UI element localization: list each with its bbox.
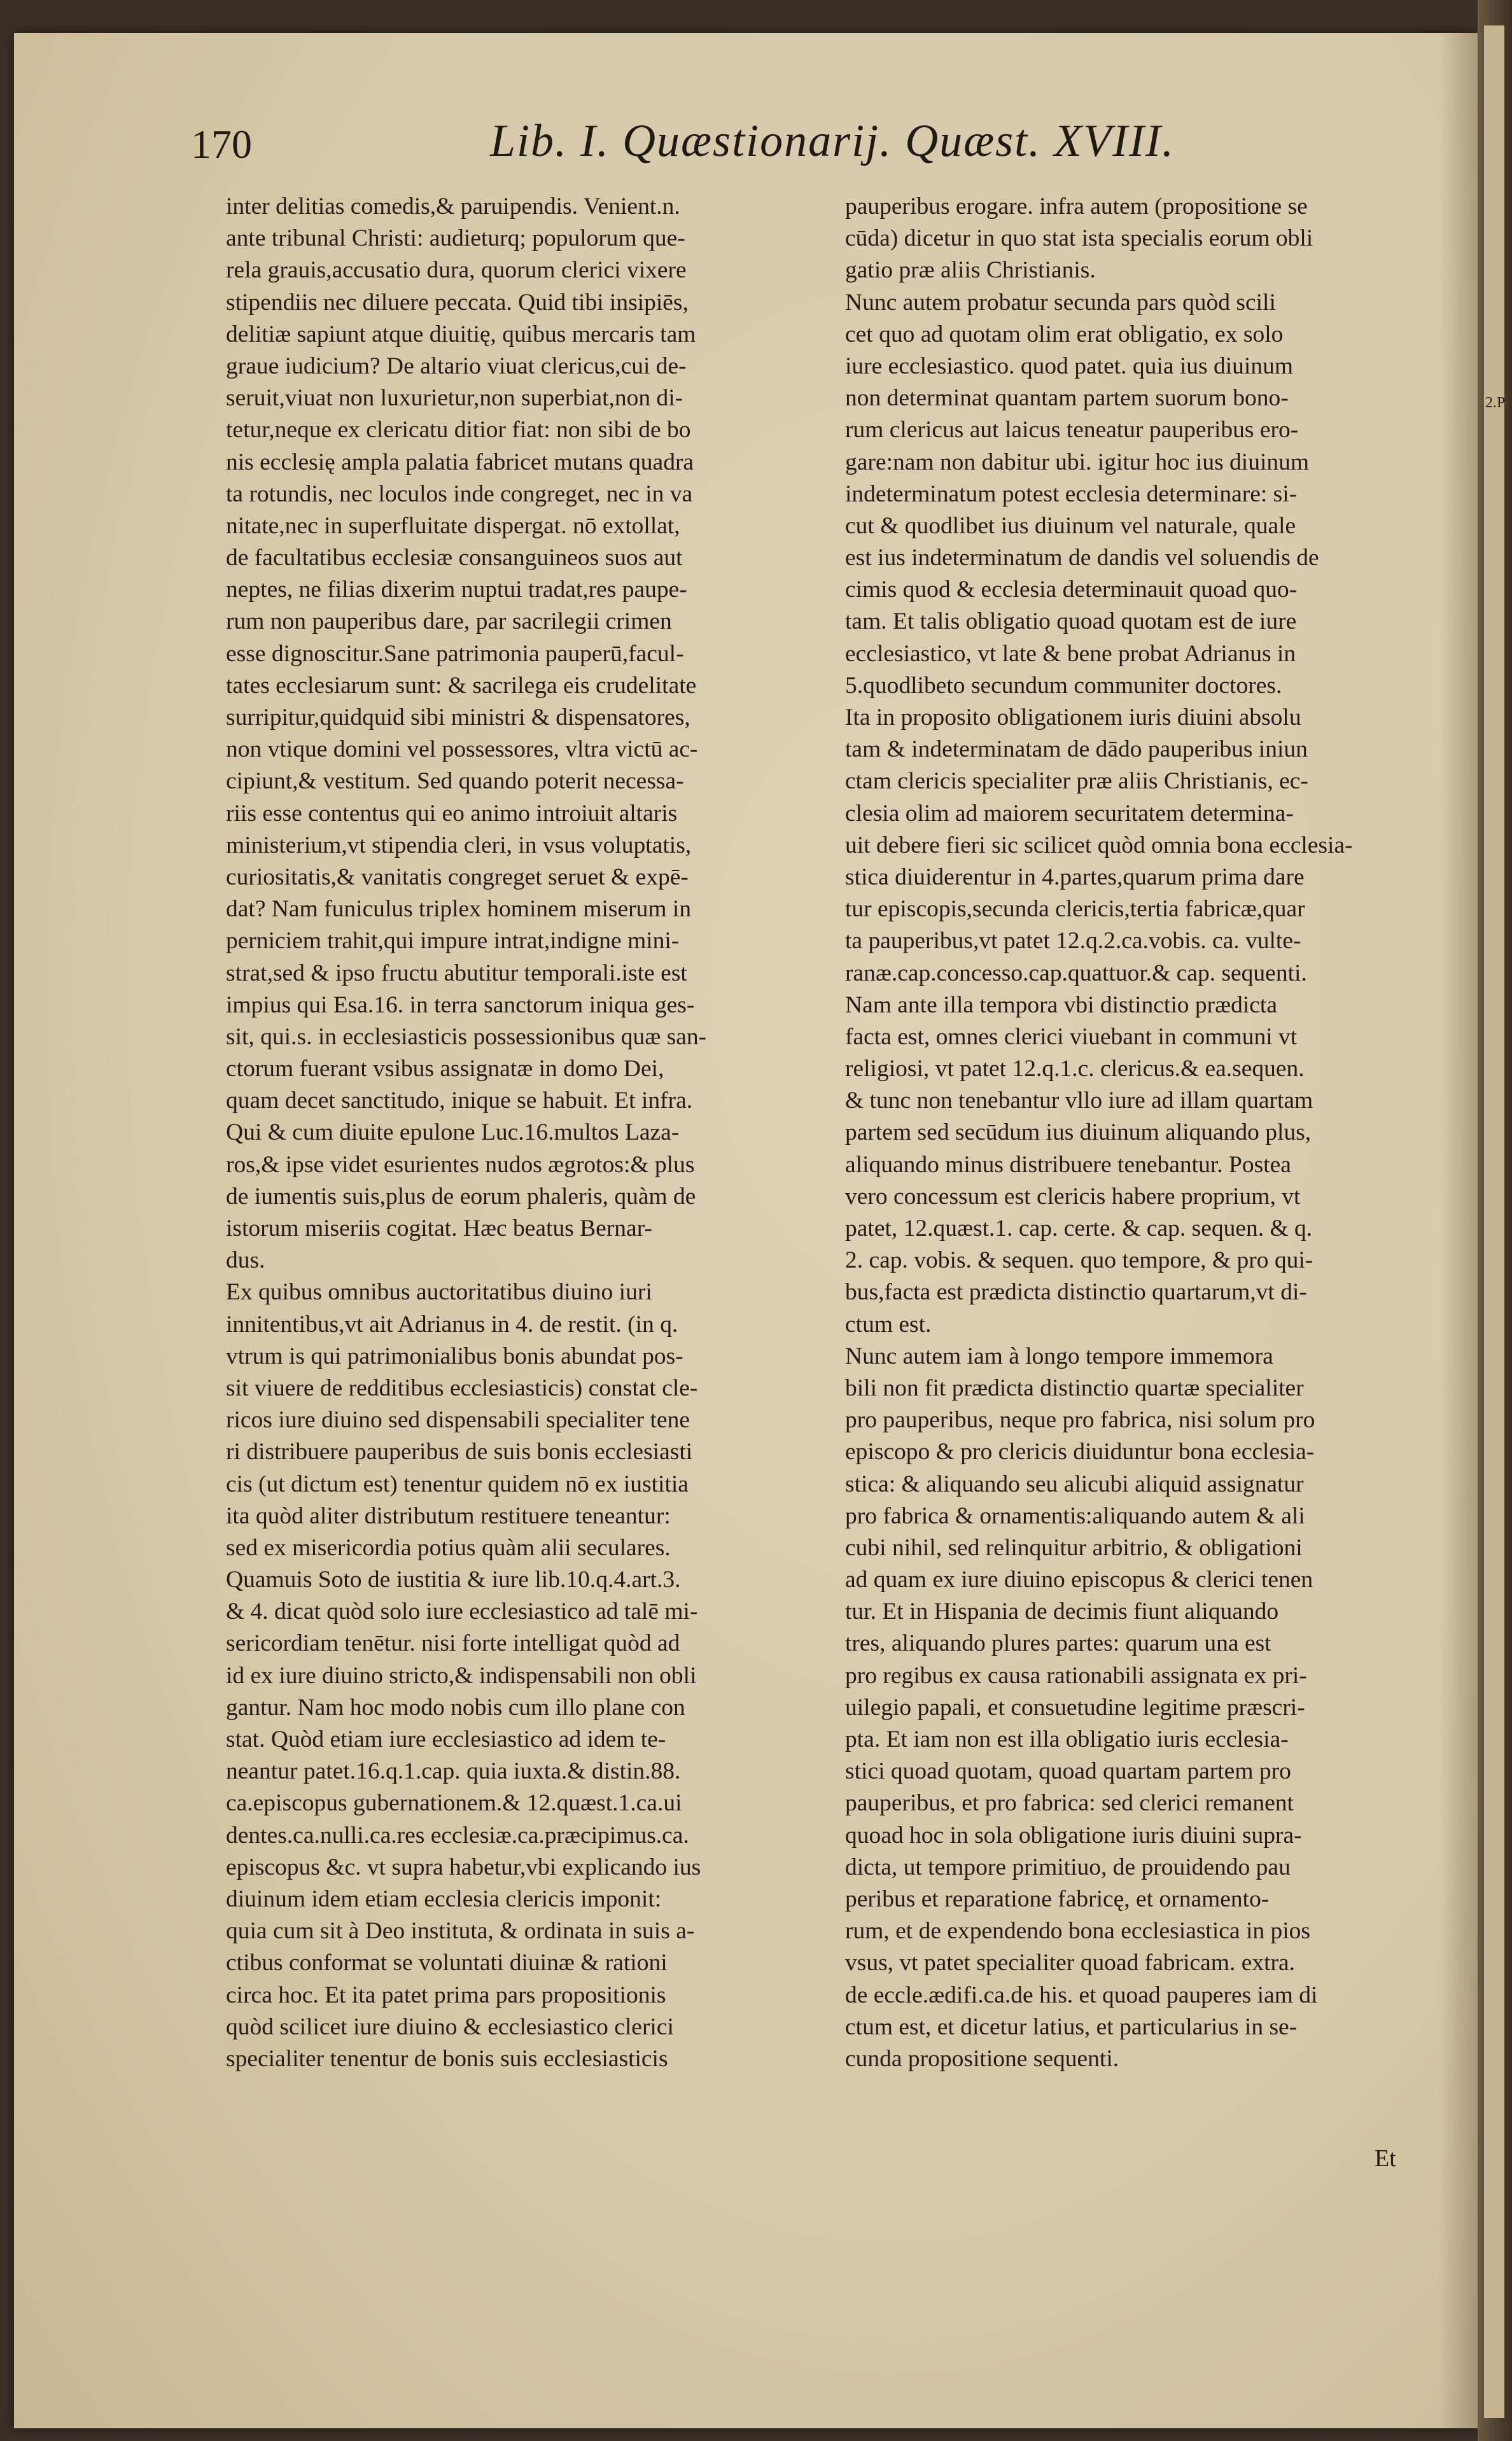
text-line: 2. cap. vobis. & sequen. quo tempore, & pro qui- [845, 1247, 1313, 1274]
running-title: Lib. I. Quæstionarij. Quæst. XVIII. [490, 115, 1175, 166]
text-line: rum, et de expendendo bona ecclesiastica in pios [845, 1918, 1310, 1945]
text-line: pauperibus, et pro fabrica: sed clerici remanent [845, 1790, 1294, 1817]
text-line: ranæ.cap.concesso.cap.quattuor.& cap. sequenti. [845, 960, 1307, 986]
page-number: 170 [191, 122, 252, 167]
text-line: neptes, ne filias dixerim nuptui tradat,res paupe- [226, 577, 687, 603]
text-line: quoad hoc in sola obligatione iuris diuini supra- [845, 1822, 1302, 1849]
text-line: sit, qui.s. in ecclesiasticis possessionibus quæ san- [226, 1023, 707, 1050]
text-line: Qui & cum diuite epulone Luc.16.multos Laza- [226, 1119, 680, 1146]
text-line: tam & indeterminatam de dādo pauperibus iniun [845, 736, 1308, 763]
text-line: ctum est, et dicetur latius, et particularius in se- [845, 2013, 1298, 2040]
text-line: rum clericus aut laicus teneatur pauperibus ero- [845, 417, 1299, 444]
text-line: aliquando minus distribuere tenebantur. Postea [845, 1151, 1291, 1178]
text-line: episcopo & pro clericis diuiduntur bona ecclesia- [845, 1439, 1315, 1465]
text-line: nitate,nec in superfluitate dispergat. nō extollat, [226, 512, 680, 539]
text-line: religiosi, vt patet 12.q.1.c. clericus.& ea.sequen. [845, 1056, 1305, 1082]
text-line: quia cum sit à Deo instituta, & ordinata in suis a- [226, 1918, 695, 1945]
text-line: nis ecclesię ampla palatia fabricet mutans quadra [226, 449, 694, 475]
text-line: cis (ut dictum est) tenentur quidem nō ex iustitia [226, 1471, 689, 1497]
text-line: rum non pauperibus dare, par sacrilegii crimen [226, 608, 672, 635]
text-line: curiositatis,& vanitatis congreget seruet & expē- [226, 864, 689, 890]
text-line: stipendiis nec diluere peccata. Quid tibi insipiēs, [226, 289, 689, 316]
text-line: est ius indeterminatum de dandis vel soluendis de [845, 545, 1319, 571]
text-line: stici quoad quotam, quoad quartam partem pro [845, 1758, 1291, 1785]
text-line: clesia olim ad maiorem securitatem determina- [845, 800, 1294, 827]
text-line: tres, aliquando plures partes: quarum una est [845, 1630, 1271, 1657]
text-line: circa hoc. Et ita patet prima pars propositionis [226, 1982, 666, 2008]
text-line: peribus et reparatione fabricę, et ornamento- [845, 1885, 1270, 1912]
page-header [191, 115, 1413, 178]
text-line: non vtique domini vel possessores, vltra victū ac- [226, 736, 698, 763]
text-line: vero concessum est clericis habere proprium, vt [845, 1183, 1301, 1210]
text-line: ctorum fuerant vsibus assignatæ in domo Dei, [226, 1056, 664, 1082]
text-line: innitentibus,vt ait Adrianus in 4. de restit. (in q. [226, 1311, 678, 1338]
text-line: uit debere fieri sic scilicet quòd omnia bona ecclesia- [845, 832, 1353, 858]
text-line: quòd scilicet iure diuino & ecclesiastico clerici [226, 2013, 674, 2040]
text-line: ante tribunal Christi: audieturq; populorum que- [226, 225, 685, 252]
text-line: ca.episcopus gubernationem.& 12.quæst.1.ca.ui [226, 1790, 682, 1817]
text-line: sit viuere de redditibus ecclesiasticis) constat cle- [226, 1374, 698, 1401]
page-gutter [1439, 33, 1478, 2428]
text-line: pauperibus erogare. infra autem (propositione se [845, 193, 1308, 220]
text-line: neantur patet.16.q.1.cap. quia iuxta.& distin.88. [226, 1758, 681, 1785]
text-line: ita quòd aliter distributum restituere teneantur: [226, 1502, 671, 1529]
text-line: tur episcopis,secunda clericis,tertia fabricæ,quar [845, 896, 1305, 923]
text-line: quam decet sanctitudo, inique se habuit. Et infra. [226, 1088, 693, 1114]
text-line: sericordiam tenētur. nisi forte intelligat quòd ad [226, 1630, 680, 1657]
text-line: gare:nam non dabitur ubi. igitur hoc ius diuinum [845, 449, 1310, 475]
text-line: dentes.ca.nulli.ca.res ecclesiæ.ca.præcipimus.ca. [226, 1822, 689, 1849]
text-line: stica: & aliquando seu alicubi aliquid assignatur [845, 1471, 1304, 1497]
text-line: 5.quodlibeto secundum communiter doctores. [845, 672, 1282, 699]
text-line: pta. Et iam non est illa obligatio iuris ecclesia- [845, 1726, 1289, 1752]
text-line: graue iudicium? De altario viuat clericus,cui de- [226, 353, 687, 379]
text-line: ecclesiastico, vt late & bene probat Adrianus in [845, 640, 1296, 667]
text-line: delitiæ sapiunt atque diuitię, quibus mercaris tam [226, 321, 696, 347]
text-line: riis esse contentus qui eo animo introiuit altaris [226, 800, 678, 827]
text-line: gantur. Nam hoc modo nobis cum illo plane con [226, 1694, 685, 1721]
facing-page-edge [1478, 0, 1512, 2441]
text-line: esse dignoscitur.Sane patrimonia pauperū,facul- [226, 640, 684, 667]
text-line: specialiter tenentur de bonis suis ecclesiasticis [226, 2045, 668, 2072]
text-line: gatio præ aliis Christianis. [845, 257, 1096, 284]
text-line: dicta, ut tempore primitiuo, de prouidendo pau [845, 1854, 1291, 1880]
text-line: tates ecclesiarum sunt: & sacrilega eis crudelitate [226, 672, 697, 699]
text-line: Nunc autem iam à longo tempore immemora [845, 1343, 1273, 1369]
text-line: cūda) dicetur in quo stat ista specialis eorum obli [845, 225, 1313, 252]
text-line: Quamuis Soto de iustitia & iure lib.10.q.4.art.3. [226, 1567, 681, 1593]
text-line: rela grauis,accusatio dura, quorum clerici vixere [226, 257, 687, 284]
text-line: de eccle.ædifi.ca.de his. et quoad pauperes iam di [845, 1982, 1318, 2008]
text-line: ctum est. [845, 1311, 932, 1338]
text-line: bus,facta est prædicta distinctio quartarum,vt di- [845, 1279, 1307, 1306]
text-line: pro regibus ex causa rationabili assignata ex pri- [845, 1662, 1307, 1689]
text-line: ctam clericis specialiter præ aliis Christianis, ec- [845, 768, 1308, 795]
text-line: ministerium,vt stipendia cleri, in vsus voluptatis, [226, 832, 692, 858]
text-line: cut & quodlibet ius diuinum vel naturale, quale [845, 512, 1296, 539]
catchword: Et [1375, 2145, 1396, 2172]
text-line: cunda propositione sequenti. [845, 2045, 1119, 2072]
text-line: ta rotundis, nec loculos inde congreget, nec in va [226, 480, 693, 507]
text-line: perniciem trahit,qui impure intrat,indigne mini- [226, 928, 680, 955]
text-line: bili non fit prædicta distinctio quartæ specialiter [845, 1374, 1304, 1401]
text-line: ctibus conformat se voluntati diuinæ & rationi [226, 1950, 668, 1976]
text-line: stica diuiderentur in 4.partes,quarum prima dare [845, 864, 1305, 890]
text-line: ricos iure diuino sed dispensabili specialiter tene [226, 1407, 690, 1434]
facing-page-paper [1484, 25, 1504, 2418]
text-line: dus. [226, 1247, 265, 1274]
text-line: vtrum is qui patrimonialibus bonis abundat pos- [226, 1343, 683, 1369]
text-line: stat. Quòd etiam iure ecclesiastico ad idem te- [226, 1726, 666, 1752]
left-text-column [226, 191, 827, 2075]
text-line: ta pauperibus,vt patet 12.q.2.ca.vobis. ca. vulte- [845, 928, 1301, 955]
text-line: Ita in proposito obligationem iuris diuini absolu [845, 704, 1301, 731]
text-line: de iumentis suis,plus de eorum phaleris, quàm de [226, 1183, 696, 1210]
text-line: dat? Nam funiculus triplex hominem miserum in [226, 896, 692, 923]
text-line: partem sed secūdum ius diuinum aliquando plus, [845, 1119, 1312, 1146]
text-line: pro pauperibus, neque pro fabrica, nisi solum pro [845, 1407, 1315, 1434]
text-line: strat,sed & ipso fructu abutitur temporali.iste est [226, 960, 687, 986]
text-line: id ex iure diuino stricto,& indispensabili non obli [226, 1662, 697, 1689]
text-line: inter delitias comedis,& paruipendis. Venient.n. [226, 193, 680, 220]
text-line: facta est, omnes clerici viuebant in communi vt [845, 1023, 1298, 1050]
text-line: non determinat quantam partem suorum bono- [845, 385, 1289, 412]
text-line: uilegio papali, et consuetudine legitime præscri- [845, 1694, 1305, 1721]
text-line: cipiunt,& vestitum. Sed quando poterit necessa- [226, 768, 684, 795]
right-text-column [845, 191, 1431, 2075]
text-line: patet, 12.quæst.1. cap. certe. & cap. sequen. & q. [845, 1215, 1313, 1241]
text-line: diuinum idem etiam ecclesia clericis imponit: [226, 1885, 662, 1912]
text-line: ros,& ipse videt esurientes nudos ægrotos:& plus [226, 1151, 695, 1178]
text-line: tam. Et talis obligatio quoad quotam est de iure [845, 608, 1297, 635]
text-line: pro fabrica & ornamentis:aliquando autem & ali [845, 1502, 1305, 1529]
text-line: cimis quod & ecclesia determinauit quoad quo- [845, 577, 1298, 603]
text-line: & 4. dicat quòd solo iure ecclesiastico ad talē mi- [226, 1598, 698, 1625]
margin-note: 2.P [1485, 395, 1506, 411]
text-line: impius qui Esa.16. in terra sanctorum iniqua ges- [226, 991, 695, 1018]
text-line: & tunc non tenebantur vllo iure ad illam quartam [845, 1088, 1313, 1114]
text-line: istorum miseriis cogitat. Hæc beatus Bernar- [226, 1215, 652, 1241]
text-line: tur. Et in Hispania de decimis fiunt aliquando [845, 1598, 1279, 1625]
text-line: Nunc autem probatur secunda pars quòd scili [845, 289, 1276, 316]
text-line: surripitur,quidquid sibi ministri & dispensatores, [226, 704, 690, 731]
text-line: ri distribuere pauperibus de suis bonis ecclesiasti [226, 1439, 693, 1465]
text-line: Ex quibus omnibus auctoritatibus diuino iuri [226, 1279, 652, 1306]
text-line: cubi nihil, sed relinquitur arbitrio, & obligationi [845, 1534, 1303, 1561]
text-line: seruit,viuat non luxurietur,non superbiat,non di- [226, 385, 683, 412]
text-line: Nam ante illa tempora vbi distinctio prædicta [845, 991, 1277, 1018]
text-line: vsus, vt patet specialiter quoad fabricam. extra. [845, 1950, 1296, 1976]
text-line: sed ex misericordia potius quàm alii seculares. [226, 1534, 671, 1561]
text-line: cet quo ad quotam olim erat obligatio, ex solo [845, 321, 1284, 347]
text-line: iure ecclesiastico. quod patet. quia ius diuinum [845, 353, 1293, 379]
text-line: ad quam ex iure diuino episcopus & clerici tenen [845, 1567, 1313, 1593]
text-line: indeterminatum potest ecclesia determinare: si- [845, 480, 1298, 507]
text-line: episcopus &c. vt supra habetur,vbi explicando ius [226, 1854, 701, 1880]
text-line: tetur,neque ex clericatu ditior fiat: non sibi de bo [226, 417, 691, 444]
text-line: de facultatibus ecclesiæ consanguineos suos aut [226, 545, 683, 571]
